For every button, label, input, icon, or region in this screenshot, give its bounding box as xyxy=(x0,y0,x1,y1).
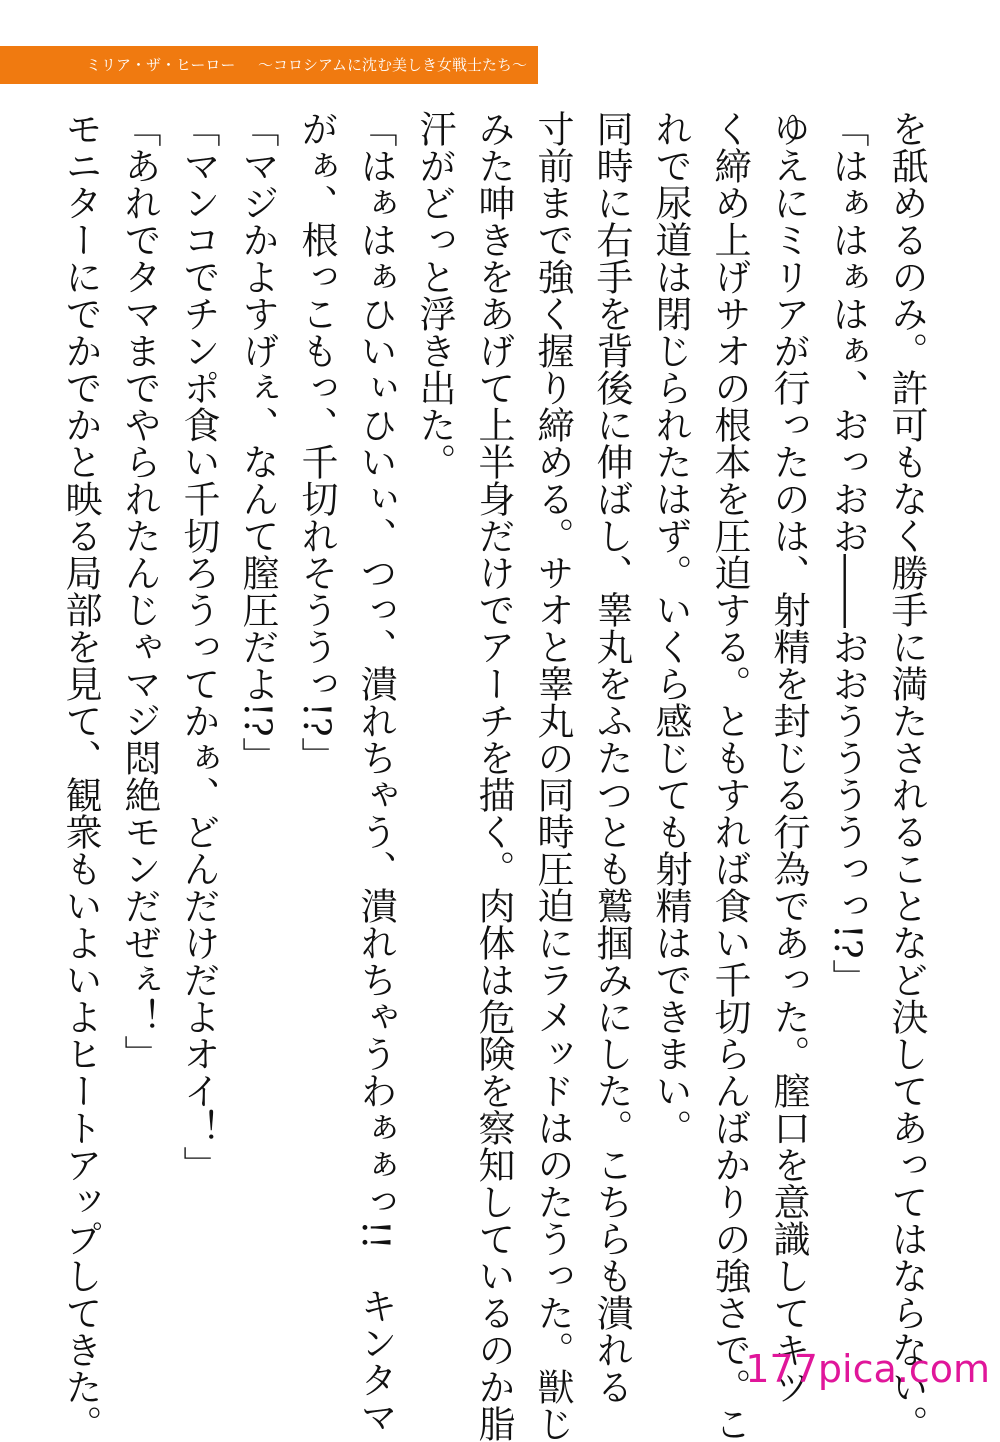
text-line: 「マジかよすげぇ、なんて膣圧だよ!?」 xyxy=(236,110,279,774)
text-line: を舐めるのみ。許可もなく勝手に満たされることなど決してあってはならない。 xyxy=(885,110,928,1442)
text-line: 「マンコでチンポ食い千切ろうってかぁ、どんだけだよオイ！」 xyxy=(177,110,220,1183)
text-line: 「はぁはぁひいぃひいぃ、つっ、潰れちゃう、潰れちゃうわぁぁっ!! キンタマ xyxy=(354,110,397,1435)
text-line: みた呻きをあげて上半身だけでアーチを描く。肉体は危険を察知しているのか脂 xyxy=(472,110,515,1442)
text-line: モニターにでかでかと映る局部を見て、観衆もいよいよヒートアップしてきた。 xyxy=(59,110,102,1442)
text-line: れで尿道は閉じられたはず。いくら感じても射精はできまい。 xyxy=(649,110,692,1146)
text-line: く締め上げサオの根本を圧迫する。ともすれば食い千切らんばかりの強さで。こ xyxy=(708,110,751,1442)
text-line: 汗がどっと浮き出た。 xyxy=(413,110,456,480)
text-line: 寸前まで強く握り締める。サオと睾丸の同時圧迫にラメッドはのたうった。獣じ xyxy=(531,110,574,1442)
text-line: 「あれでタマまでやられたんじゃマジ悶絶モンだぜぇ！」 xyxy=(118,110,161,1072)
text-line: 「はぁはぁはぁ、おっおお――おおううううっっ!?」 xyxy=(826,110,869,996)
text-line: ゆえにミリアが行ったのは、射精を封じる行為であった。膣口を意識してキツ xyxy=(767,110,810,1405)
book-subtitle: 〜コロシアムに沈む美しき女戦士たち〜 xyxy=(258,56,527,74)
book-title: ミリア・ザ・ヒーロー xyxy=(86,56,236,74)
text-line: 同時に右手を背後に伸ばし、睾丸をふたつとも鷲掴みにした。こちらも潰れる xyxy=(590,110,633,1405)
header-band xyxy=(0,46,538,84)
site-watermark: 177pica.com xyxy=(745,1347,990,1391)
text-line: がぁ、根っこもっ、千切れそううっ!?」 xyxy=(295,110,338,774)
